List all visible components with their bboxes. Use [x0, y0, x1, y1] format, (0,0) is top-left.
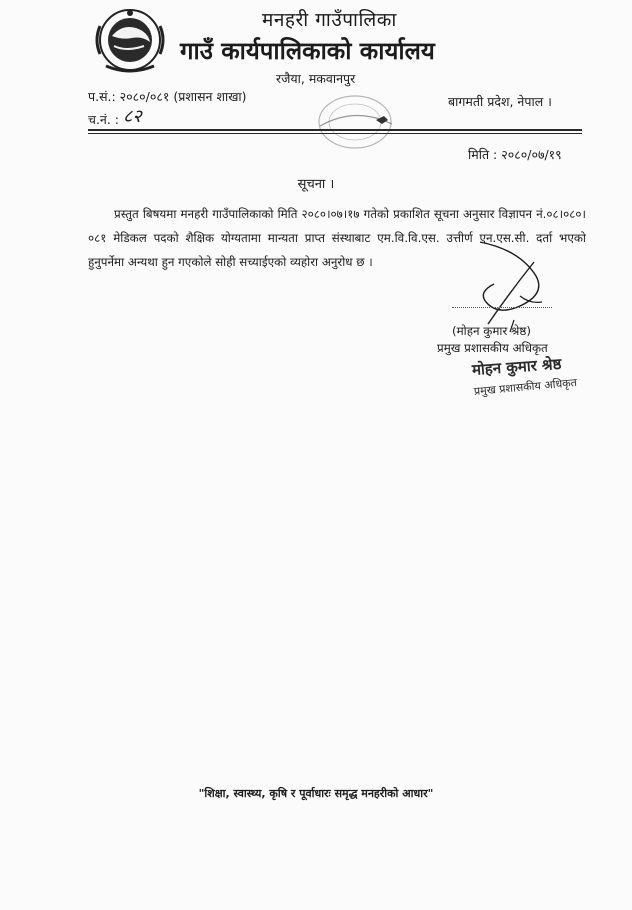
office-location: रजैया, मकवानपुर — [276, 71, 356, 86]
notice-paragraph: प्रस्तुत बिषयमा मनहरी गाउँपालिकाको मिति २०८०।०७।१७ गतेको प्रकाशित सूचना अनुसार विज्ञापन नं.०८।०८०।०८१ मेडिकल पदको शैक्षिक योग्यतामा मान्यता प्राप्त संस्थाबाट एम.वि.वि.एस. उत्तीर्ण एन.एस.सी. दर्ता भएको हुनुपर्नेमा अन्यथा हुन गएकोले सोही सच्याईएको व्यहोरा अनुरोध छ । — [88, 207, 586, 269]
dispatch-number — [88, 106, 142, 130]
name-stamp: मोहन कुमार श्रेष्ठ — [471, 354, 562, 379]
org-name: मनहरी गाउँपालिका — [262, 9, 397, 31]
signature-line — [452, 307, 552, 308]
document-date: मिति : २०८०/०७/१९ — [468, 147, 562, 162]
dispatch-number-handwritten: ८२ — [123, 106, 142, 127]
office-name: गाउँ कार्यपालिकाको कार्यालय — [180, 37, 435, 65]
signatory-title: प्रमुख प्रशासकीय अधिकृत — [437, 341, 548, 355]
title-stamp: प्रमुख प्रशासकीय अधिकृत — [473, 376, 578, 398]
notice-heading: सूचना । — [297, 177, 335, 192]
header-rule-thick — [88, 129, 582, 131]
reference-number: प.सं.: २०८०/०८१ (प्रशासन शाखा) — [88, 89, 247, 104]
header-rule-thin — [88, 133, 582, 134]
signatory-name: (मोहन कुमार श्रेष्ठ) — [452, 324, 531, 338]
office-stamp-icon — [300, 86, 410, 158]
dispatch-label: च.नं. : — [88, 112, 120, 127]
nepal-emblem-icon — [92, 6, 168, 74]
footer-slogan: "शिक्षा, स्वास्थ्य, कृषि र पूर्वाधारः समृद्ध मनहरीको आधार" — [198, 787, 434, 800]
province-text: बागमती प्रदेश, नेपाल । — [448, 94, 552, 109]
